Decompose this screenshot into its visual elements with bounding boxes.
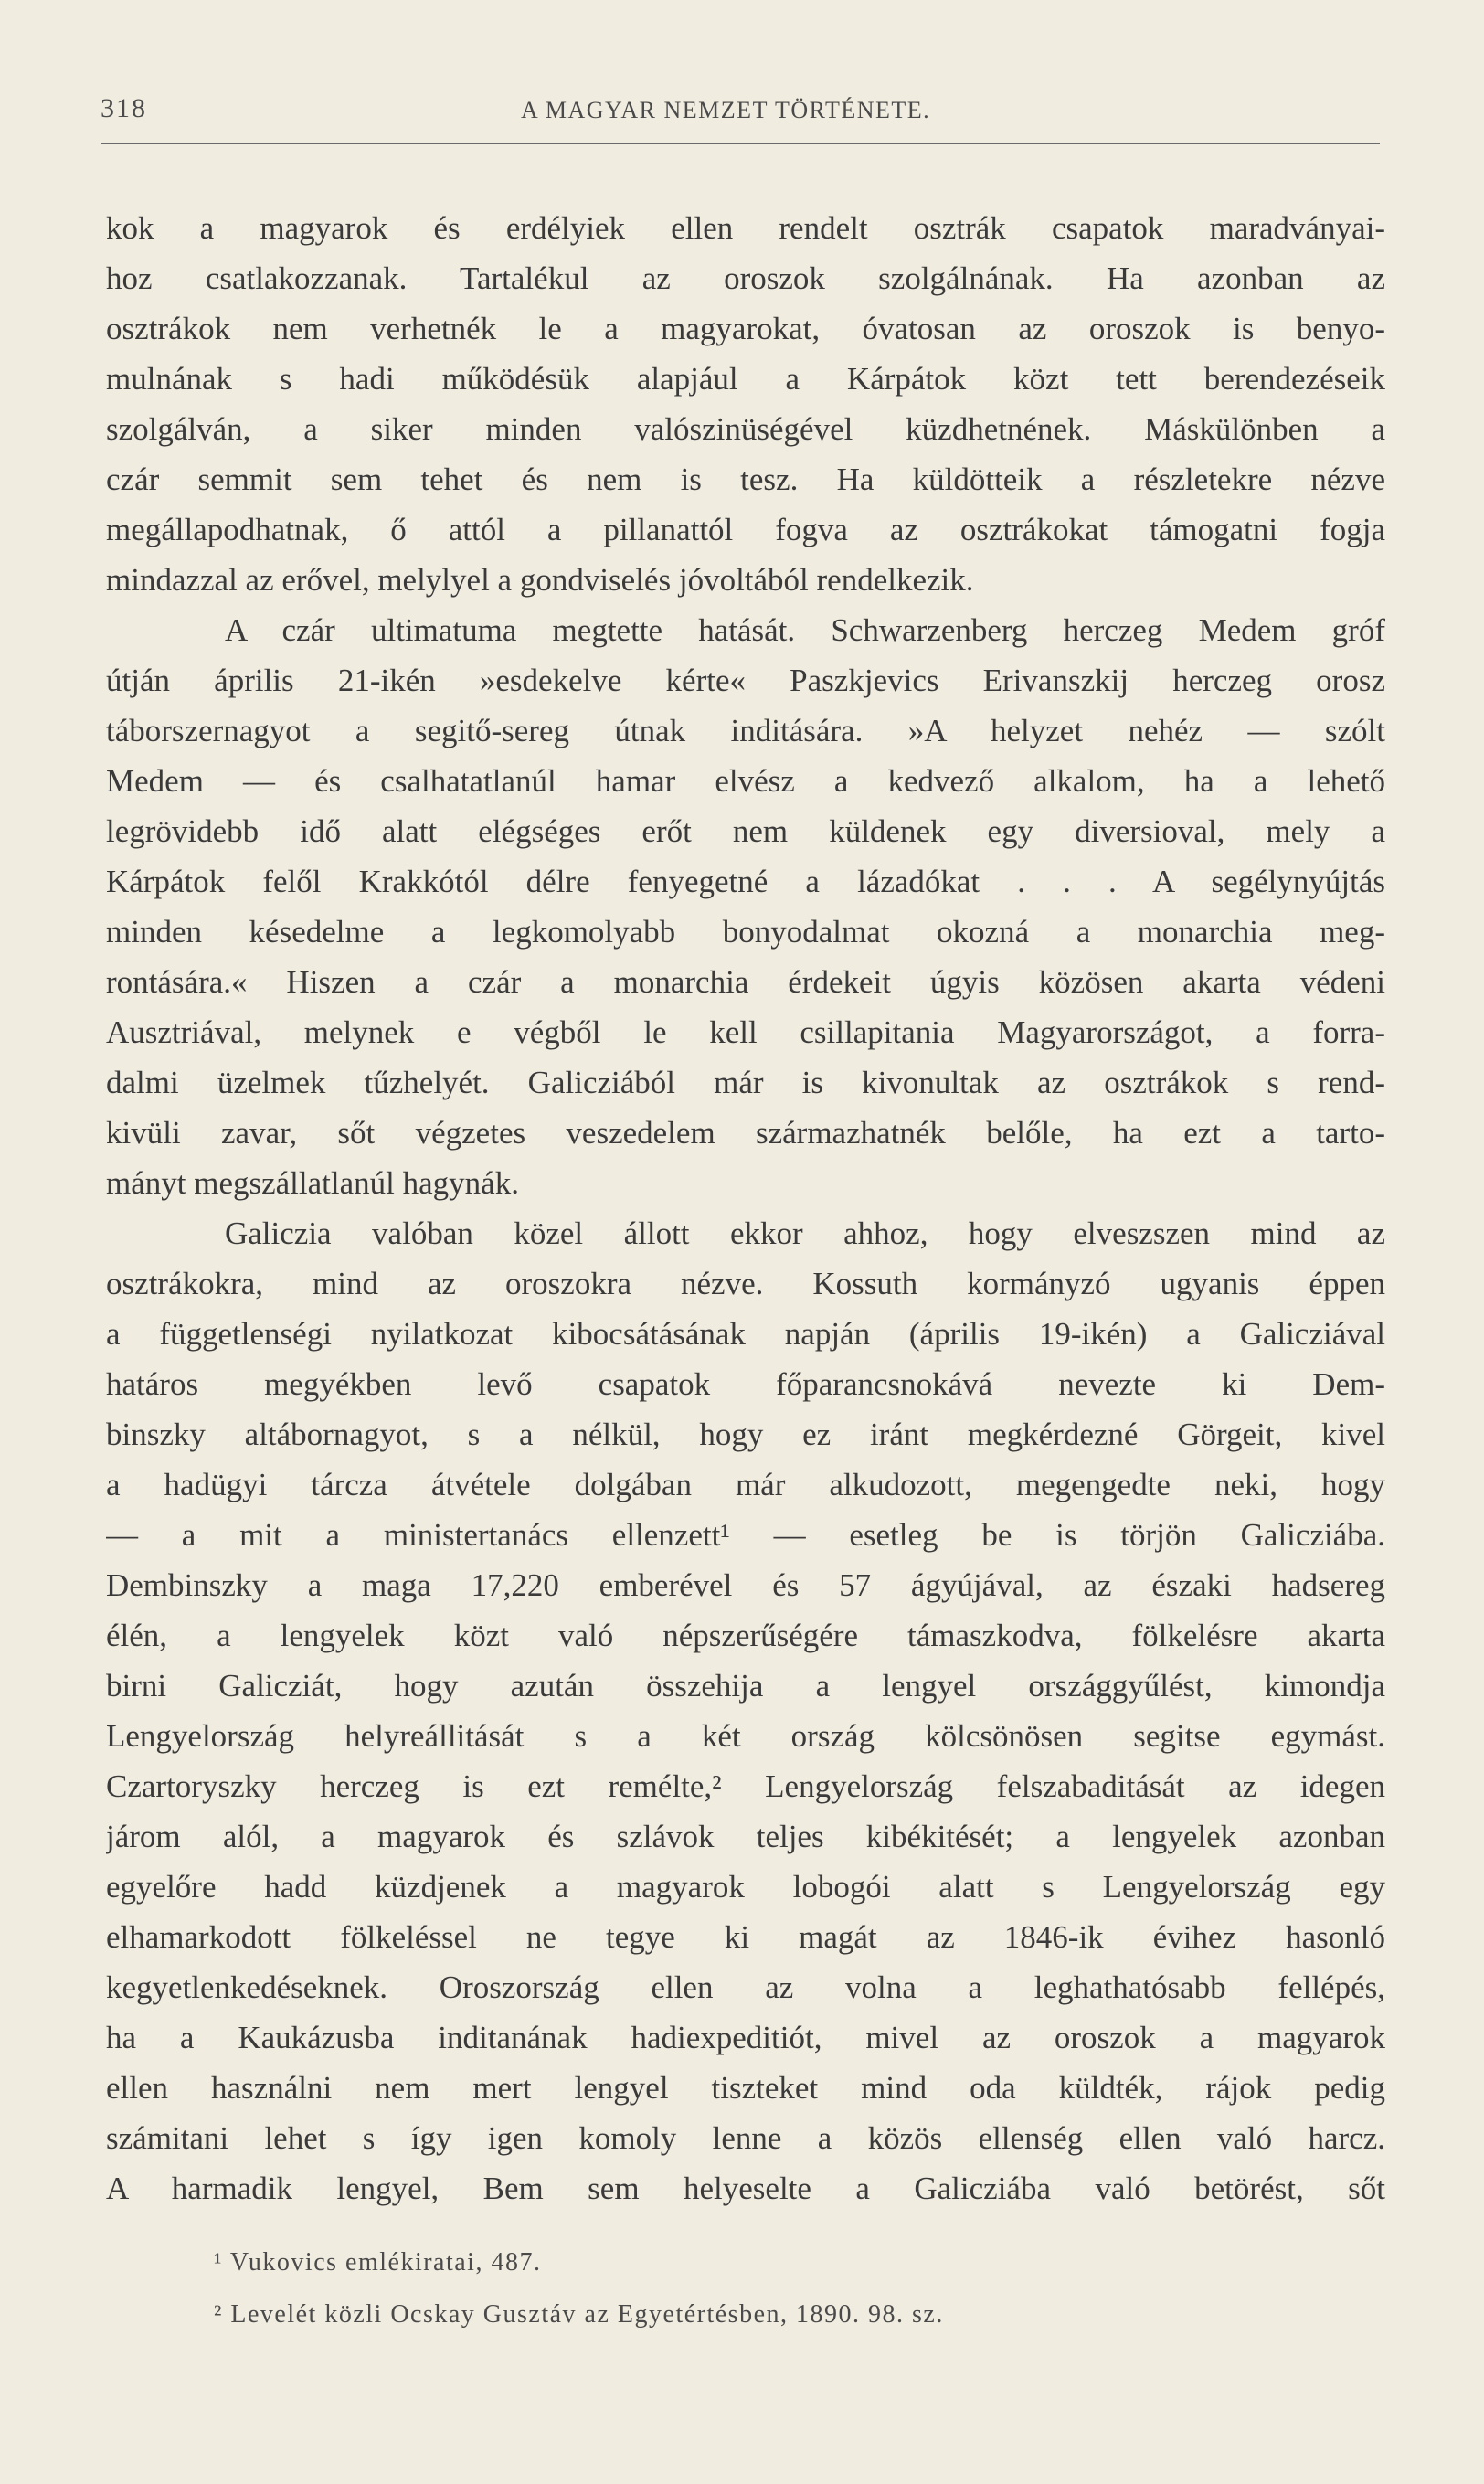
body-line: czár semmit sem tehet és nem is tesz. Ha küldötteik a részletekre nézve (106, 462, 1385, 497)
body-line: elhamarkodott fölkeléssel ne tegye ki magát az 1846-ik évihez hasonló (106, 1919, 1385, 1955)
body-line: legrövidebb idő alatt elégséges erőt nem küldenek egy diversioval, mely a (106, 813, 1385, 849)
body-line: mányt megszállatlanúl hagynák. (106, 1165, 519, 1201)
body-line: járom alól, a magyarok és szlávok teljes kibékitését; a lengyelek azonban (106, 1819, 1385, 1854)
body-line: egyelőre hadd küzdjenek a magyarok lobogói alatt s Lengyelország egy (106, 1869, 1385, 1905)
body-line: útján április 21-ikén »esdekelve kérte« Paszkjevics Erivanszkij herczeg orosz (106, 663, 1385, 698)
body-line: a függetlenségi nyilatkozat kibocsátásának napján (április 19-ikén) a Galicziával (106, 1316, 1385, 1352)
body-line: ellen használni nem mert lengyel tiszteket mind oda küldték, rájok pedig (106, 2070, 1385, 2106)
body-line: mulnának s hadi működésük alapjául a Kárpátok közt tett berendezéseik (106, 361, 1385, 397)
body-line: Lengyelország helyreállitását s a két ország kölcsönösen segitse egymást. (106, 1718, 1385, 1754)
body-line: szolgálván, a siker minden valószinüségével küzdhetnének. Máskülönben a (106, 411, 1385, 447)
body-line: birni Galicziát, hogy azután összehija a lengyel országgyűlést, kimondja (106, 1668, 1385, 1704)
body-line: osztrákok nem verhetnék le a magyarokat, óvatosan az oroszok is benyo- (106, 311, 1385, 346)
body-line: binszky altábornagyot, s a nélkül, hogy ez iránt megkérdezné Görgeit, kivel (106, 1417, 1385, 1452)
body-line: kivüli zavar, sőt végzetes veszedelem származhatnék belőle, ha ezt a tarto- (106, 1115, 1385, 1151)
body-line: ha a Kaukázusba inditanának hadiexpeditiót, mivel az oroszok a magyarok (106, 2020, 1385, 2055)
body-line: rontására.« Hiszen a czár a monarchia érdekeit úgyis közösen akarta védeni (106, 964, 1385, 1000)
body-line: Medem — és csalhatatlanúl hamar elvész a kedvező alkalom, ha a lehető (106, 763, 1385, 799)
body-line: határos megyékben levő csapatok főparancsnokává nevezte ki Dem- (106, 1366, 1385, 1402)
body-line: A harmadik lengyel, Bem sem helyeselte a Galicziába való betörést, sőt (106, 2171, 1385, 2206)
header-rule (101, 143, 1380, 144)
body-line: Kárpátok felől Krakkótól délre fenyegetné a lázadókat . . . A segélynyújtás (106, 864, 1385, 899)
footnote: ² Levelét közli Ocskay Gusztáv az Egyetértésben, 1890. 98. sz. (214, 2300, 944, 2329)
body-line: Czartoryszky herczeg is ezt remélte,² Lengyelország felszabaditását az idegen (106, 1768, 1385, 1804)
body-line: Dembinszky a maga 17,220 emberével és 57 ágyújával, az északi hadsereg (106, 1567, 1385, 1603)
body-line: A czár ultimatuma megtette hatását. Schwarzenberg herczeg Medem gróf (225, 612, 1385, 648)
body-line: kok a magyarok és erdélyiek ellen rendelt osztrák csapatok maradványai- (106, 210, 1385, 246)
footnote: ¹ Vukovics emlékiratai, 487. (214, 2248, 542, 2277)
running-title: A MAGYAR NEMZET TÖRTÉNETE. (521, 97, 931, 123)
footnotes (106, 2236, 1385, 2341)
body-line: kegyetlenkedéseknek. Oroszország ellen az volna a leghathatósabb fellépés, (106, 1969, 1385, 2005)
body-line: — a mit a ministertanács ellenzett¹ — esetleg be is törjön Galicziába. (106, 1517, 1385, 1553)
body-text (106, 203, 1385, 2213)
body-line: táborszernagyot a segitő-sereg útnak inditására. »A helyzet nehéz — szólt (106, 713, 1385, 748)
body-line: a hadügyi tárcza átvétele dolgában már alkudozott, megengedte neki, hogy (106, 1467, 1385, 1502)
body-line: dalmi üzelmek tűzhelyét. Galicziából már is kivonultak az osztrákok s rend- (106, 1065, 1385, 1100)
body-line: mindazzal az erővel, melylyel a gondviselés jóvoltából rendelkezik. (106, 562, 974, 598)
body-line: élén, a lengyelek közt való népszerűségére támaszkodva, fölkelésre akarta (106, 1618, 1385, 1653)
body-line: Galiczia valóban közel állott ekkor ahhoz, hogy elveszszen mind az (225, 1215, 1385, 1251)
body-line: Ausztriával, melynek e végből le kell csillapitania Magyarországot, a forra- (106, 1014, 1385, 1050)
page-number: 318 (101, 93, 147, 123)
body-line: hoz csatlakozzanak. Tartalékul az oroszok szolgálnának. Ha azonban az (106, 260, 1385, 296)
page-header (101, 93, 1380, 139)
body-line: számitani lehet s így igen komoly lenne a közös ellenség ellen való harcz. (106, 2120, 1385, 2156)
body-line: megállapodhatnak, ő attól a pillanattól fogva az osztrákokat támogatni fogja (106, 512, 1385, 547)
body-line: osztrákokra, mind az oroszokra nézve. Kossuth kormányzó ugyanis éppen (106, 1266, 1385, 1301)
body-line: minden késedelme a legkomolyabb bonyodalmat okozná a monarchia meg- (106, 914, 1385, 950)
